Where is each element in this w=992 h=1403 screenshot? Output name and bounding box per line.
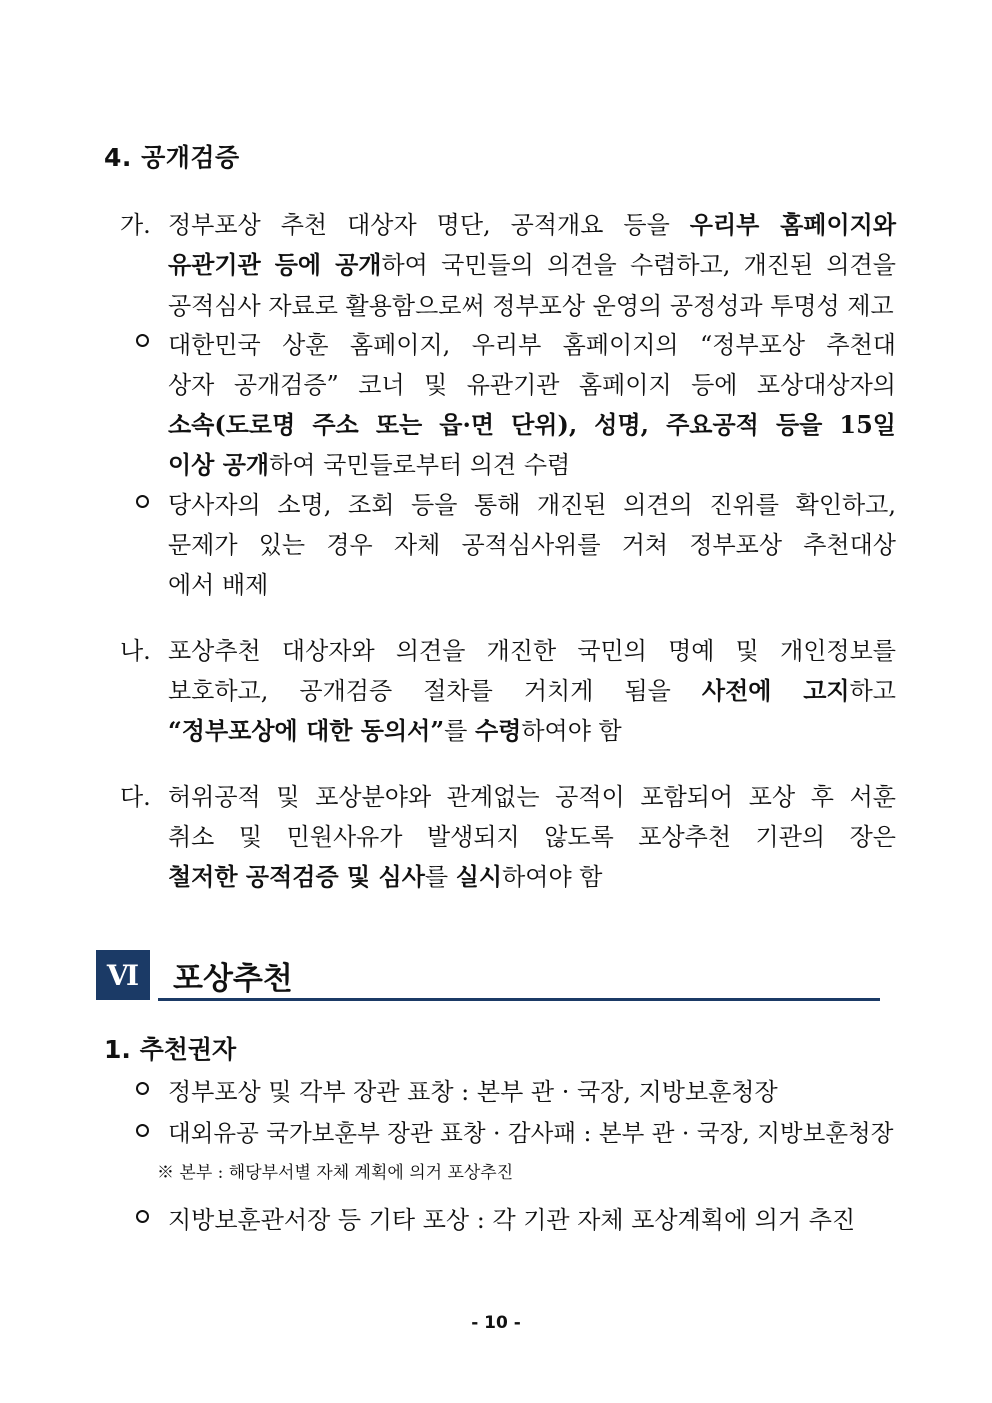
- section-heading: 1. 추천권자: [104, 1035, 237, 1064]
- chapter-underline: [158, 998, 880, 1001]
- paragraph-line: 유관기관 등에 공개하여 국민들의 의견을 수렴하고, 개진된 의견을: [168, 250, 896, 279]
- section-heading: 4. 공개검증: [104, 143, 240, 172]
- list-item: 정부포상 및 각부 장관 표창 : 본부 관 · 국장, 지방보훈청장: [168, 1078, 778, 1106]
- chapter-number-badge: Ⅵ: [96, 950, 150, 1000]
- paragraph-line: 포상추천 대상자와 의견을 개진한 국민의 명예 및 개인정보를: [168, 637, 896, 665]
- paragraph-line: “정부포상에 대한 동의서”를 수령하여야 함: [168, 716, 622, 745]
- bullet-line: 문제가 있는 경우 자체 공적심사위를 거쳐 정부포상 추천대상: [168, 531, 896, 559]
- circle-bullet-icon: [136, 1082, 149, 1095]
- bullet-line: 대한민국 상훈 홈페이지, 우리부 홈페이지의 “정부포상 추천대: [168, 331, 896, 359]
- paragraph-line: 공적심사 자료로 활용함으로써 정부포상 운영의 공정성과 투명성 제고: [168, 292, 894, 320]
- bullet-line: 상자 공개검증” 코너 및 유관기관 홈페이지 등에 포상대상자의: [168, 371, 896, 399]
- footnote: ※ 본부 : 해당부서별 자체 계획에 의거 포상추진: [157, 1163, 514, 1183]
- circle-bullet-icon: [136, 1210, 149, 1223]
- bullet-line-bold: 소속(도로명 주소 또는 읍·면 단위), 성명, 주요공적 등을 15일: [168, 410, 896, 439]
- circle-bullet-icon: [136, 334, 149, 347]
- page-number: - 10 -: [471, 1313, 521, 1333]
- circle-bullet-icon: [136, 1124, 149, 1137]
- item-label-na: 나.: [120, 637, 151, 665]
- bullet-line: 당사자의 소명, 조회 등을 통해 개진된 의견의 진위를 확인하고,: [168, 491, 896, 519]
- circle-bullet-icon: [136, 495, 149, 508]
- chapter-title: 포상추천: [173, 961, 293, 997]
- paragraph-line: 철저한 공적검증 및 심사를 실시하여야 함: [168, 862, 603, 891]
- bullet-line: 이상 공개하여 국민들로부터 의견 수렴: [168, 450, 571, 479]
- paragraph-line: 허위공적 및 포상분야와 관계없는 공적이 포함되어 포상 후 서훈: [168, 783, 896, 811]
- paragraph-line: 보호하고, 공개검증 절차를 거치게 됨을 사전에 고지하고: [168, 676, 896, 705]
- bullet-line: 에서 배제: [168, 571, 269, 599]
- list-item: 지방보훈관서장 등 기타 포상 : 각 기관 자체 포상계획에 의거 추진: [168, 1206, 856, 1234]
- paragraph-line: 정부포상 추천 대상자 명단, 공적개요 등을 우리부 홈페이지와: [168, 210, 897, 239]
- list-item: 대외유공 국가보훈부 장관 표창 · 감사패 : 본부 관 · 국장, 지방보훈청장: [168, 1119, 894, 1147]
- item-label-ga: 가.: [120, 211, 151, 239]
- paragraph-line: 취소 및 민원사유가 발생되지 않도록 포상추천 기관의 장은: [168, 823, 896, 851]
- item-label-da: 다.: [120, 783, 151, 811]
